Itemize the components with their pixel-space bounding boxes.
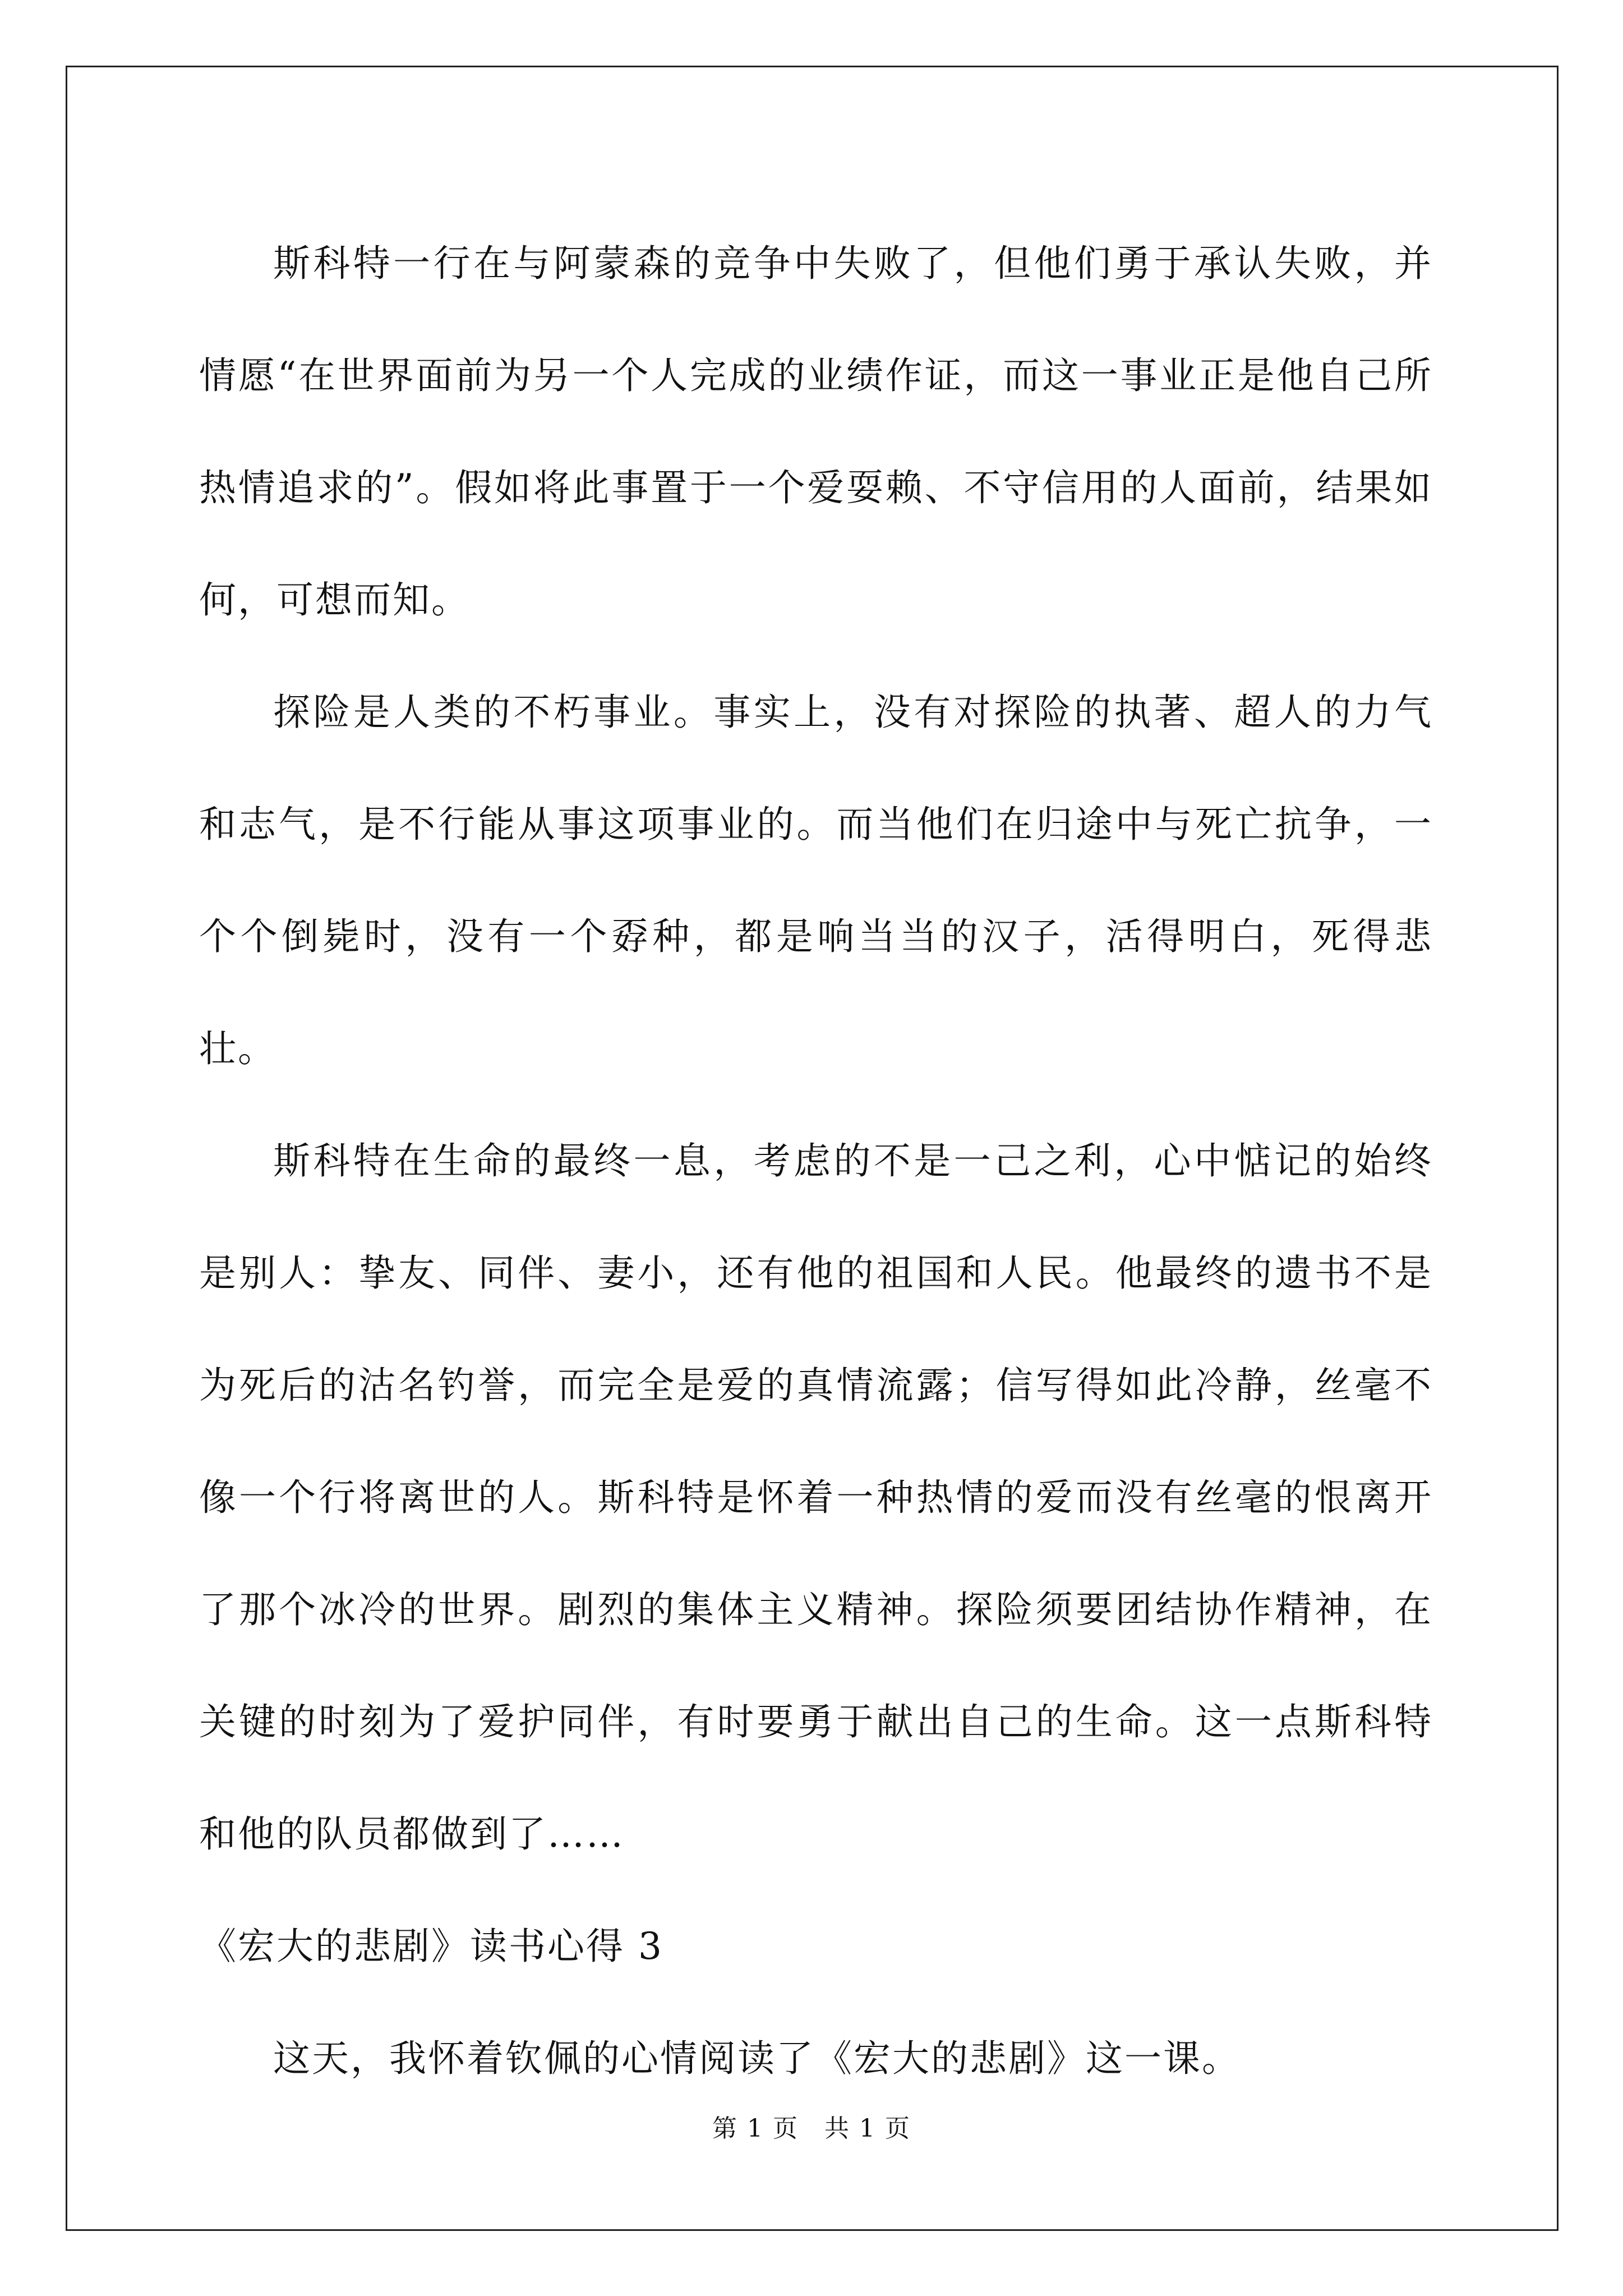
page-footer: 第 1 页 共 1 页 xyxy=(712,2114,911,2143)
section-heading: 《宏大的悲剧》读书心得 3 xyxy=(199,1925,663,1968)
paragraph-4: 这天，我怀着钦佩的心情阅读了《宏大的悲剧》这一课。 xyxy=(273,2037,1241,2080)
document-body xyxy=(199,208,1433,2115)
paragraph-3: 斯科特在生命的最终一息，考虑的不是一己之利，心中惦记的始终是别人：挚友、同伴、妻小，还有他的祖国和人民。他最终的遗书不是为死后的沽名钓誉，而完全是爱的真情流露；信写得如此冷静，丝毫不像一个行将离世的人。斯科特是怀着一种热情的爱而没有丝毫的恨离开了那个冰冷的世界。剧烈的集体主义精神。探险须要团结协作精神，在关键的时刻为了爱护同伴，有时要勇于献出自己的生命。这一点斯科特和他的队员都做到了…… xyxy=(199,1139,1433,1856)
paragraph-1: 斯科特一行在与阿蒙森的竞争中失败了，但他们勇于承认失败，并情愿“在世界面前为另一个人完成的业绩作证，而这一事业正是他自己所热情追求的”。假如将此事置于一个爱耍赖、不守信用的人面前，结果如何，可想而知。 xyxy=(199,242,1433,622)
paragraph-2: 探险是人类的不朽事业。事实上，没有对探险的执著、超人的力气和志气，是不行能从事这项事业的。而当他们在归途中与死亡抗争，一个个倒毙时，没有一个孬种，都是响当当的汉子，活得明白，死得悲壮。 xyxy=(199,691,1433,1070)
